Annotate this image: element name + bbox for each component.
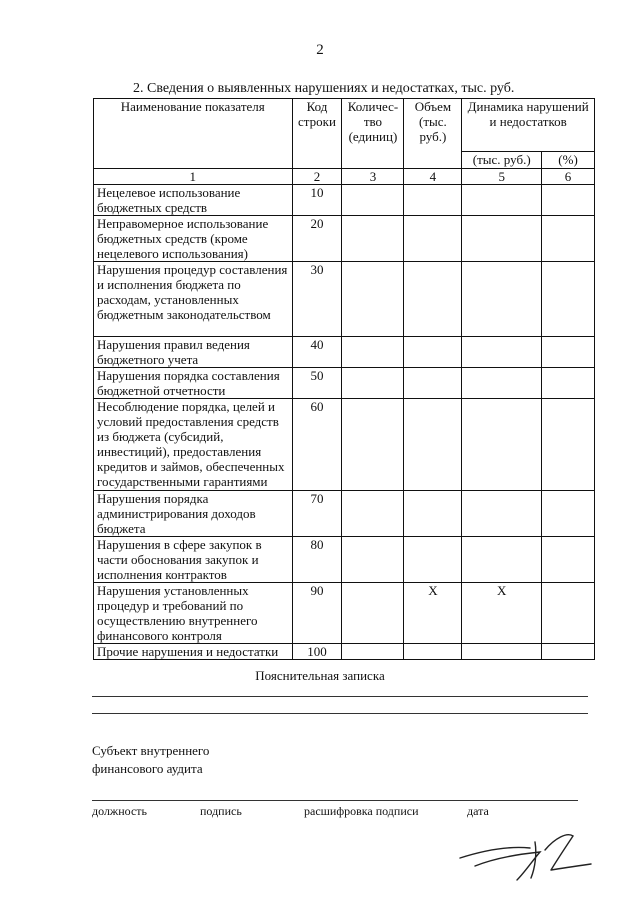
table-row bbox=[94, 537, 595, 583]
header-code: Код строки bbox=[292, 99, 342, 169]
cell-volume bbox=[404, 537, 462, 583]
label-date: дата bbox=[467, 804, 489, 818]
cell-name: Нарушения процедур составления и исполнения бюджета по расходам, установленных бюджетным законодательством bbox=[94, 262, 293, 337]
column-number: 2 bbox=[292, 169, 342, 185]
header-volume: Объем (тыс. руб.) bbox=[404, 99, 462, 169]
cell-dyn-percent bbox=[542, 185, 595, 216]
cell-count bbox=[342, 491, 404, 537]
section-heading: 2. Сведения о выявленных нарушениях и недостатках, тыс. руб. bbox=[133, 81, 515, 96]
cell-dyn-percent bbox=[542, 644, 595, 660]
cell-name: Нарушения порядка составления бюджетной отчетности bbox=[94, 368, 293, 399]
cell-dyn-percent bbox=[542, 399, 595, 491]
cell-dyn-thousands: Х bbox=[462, 583, 542, 644]
cell-dyn-percent bbox=[542, 216, 595, 262]
cell-count bbox=[342, 185, 404, 216]
subject-line-2: финансового аудита bbox=[92, 761, 203, 776]
cell-code: 20 bbox=[292, 216, 342, 262]
header-dynamics-thousands: (тыс. руб.) bbox=[462, 152, 542, 169]
cell-code: 10 bbox=[292, 185, 342, 216]
table-row bbox=[94, 644, 595, 660]
cell-volume bbox=[404, 644, 462, 660]
cell-count bbox=[342, 537, 404, 583]
label-signature: подпись bbox=[200, 804, 242, 818]
label-position: должность bbox=[92, 804, 147, 818]
cell-code: 100 bbox=[292, 644, 342, 660]
table-row bbox=[94, 337, 595, 368]
cell-dyn-thousands bbox=[462, 262, 542, 337]
column-number-row bbox=[94, 169, 595, 185]
cell-code: 70 bbox=[292, 491, 342, 537]
cell-code: 80 bbox=[292, 537, 342, 583]
cell-volume bbox=[404, 399, 462, 491]
cell-dyn-thousands bbox=[462, 399, 542, 491]
column-number: 5 bbox=[462, 169, 542, 185]
header-dynamics: Динамика нарушений и недостатков bbox=[462, 99, 595, 152]
cell-dyn-percent bbox=[542, 491, 595, 537]
cell-volume bbox=[404, 368, 462, 399]
cell-code: 60 bbox=[292, 399, 342, 491]
header-count: Количес-тво (единиц) bbox=[342, 99, 404, 169]
cell-dyn-thousands bbox=[462, 491, 542, 537]
subject-block bbox=[92, 742, 209, 778]
column-number: 3 bbox=[342, 169, 404, 185]
subject-line-1: Субъект внутреннего bbox=[92, 743, 210, 758]
cell-name: Неправомерное использование бюджетных средств (кроме нецелевого использования) bbox=[94, 216, 293, 262]
cell-dyn-percent bbox=[542, 337, 595, 368]
cell-volume bbox=[404, 216, 462, 262]
cell-dyn-percent bbox=[542, 537, 595, 583]
column-number: 4 bbox=[404, 169, 462, 185]
label-decryption: расшифровка подписи bbox=[304, 804, 419, 818]
cell-name: Нарушения в сфере закупок в части обоснования закупок и исполнения контрактов bbox=[94, 537, 293, 583]
cell-dyn-thousands bbox=[462, 537, 542, 583]
column-number: 1 bbox=[94, 169, 293, 185]
cell-dyn-percent bbox=[542, 368, 595, 399]
cell-dyn-percent bbox=[542, 262, 595, 337]
table-row bbox=[94, 185, 595, 216]
violations-table bbox=[93, 98, 595, 660]
note-line bbox=[92, 696, 588, 697]
cell-volume bbox=[404, 262, 462, 337]
header-name: Наименование показателя bbox=[94, 99, 293, 169]
cell-dyn-thousands bbox=[462, 644, 542, 660]
cell-count bbox=[342, 337, 404, 368]
explanatory-note-title: Пояснительная записка bbox=[255, 668, 385, 683]
cell-dyn-thousands bbox=[462, 337, 542, 368]
cell-count bbox=[342, 644, 404, 660]
table-row bbox=[94, 368, 595, 399]
cell-code: 40 bbox=[292, 337, 342, 368]
cell-dyn-percent bbox=[542, 583, 595, 644]
cell-name: Прочие нарушения и недостатки bbox=[94, 644, 293, 660]
cell-count bbox=[342, 399, 404, 491]
cell-code: 90 bbox=[292, 583, 342, 644]
table-row bbox=[94, 491, 595, 537]
cell-dyn-thousands bbox=[462, 368, 542, 399]
cell-volume bbox=[404, 185, 462, 216]
cell-name: Нарушения правил ведения бюджетного учета bbox=[94, 337, 293, 368]
cell-dyn-thousands bbox=[462, 216, 542, 262]
signature-line bbox=[92, 800, 578, 801]
table-row bbox=[94, 262, 595, 337]
table-row bbox=[94, 399, 595, 491]
cell-count bbox=[342, 368, 404, 399]
page-number: 2 bbox=[316, 42, 324, 58]
cell-count bbox=[342, 216, 404, 262]
cell-name: Несоблюдение порядка, целей и условий предоставления средств из бюджета (субсидий, инвестиций), предоставления кредитов и займов, обеспеченных государственными гарантиями bbox=[94, 399, 293, 491]
note-line bbox=[92, 713, 588, 714]
cell-name: Нарушения порядка администрирования доходов бюджета bbox=[94, 491, 293, 537]
cell-name: Нарушения установленных процедур и требований по осуществлению внутреннего финансового контроля bbox=[94, 583, 293, 644]
cell-volume bbox=[404, 491, 462, 537]
cell-code: 30 bbox=[292, 262, 342, 337]
handwritten-signature bbox=[455, 828, 595, 888]
cell-code: 50 bbox=[292, 368, 342, 399]
table-row bbox=[94, 583, 595, 644]
column-number: 6 bbox=[542, 169, 595, 185]
cell-dyn-thousands bbox=[462, 185, 542, 216]
cell-count bbox=[342, 583, 404, 644]
cell-count bbox=[342, 262, 404, 337]
table-row bbox=[94, 216, 595, 262]
cell-name: Нецелевое использование бюджетных средств bbox=[94, 185, 293, 216]
cell-volume: Х bbox=[404, 583, 462, 644]
header-dynamics-percent: (%) bbox=[542, 152, 595, 169]
cell-volume bbox=[404, 337, 462, 368]
